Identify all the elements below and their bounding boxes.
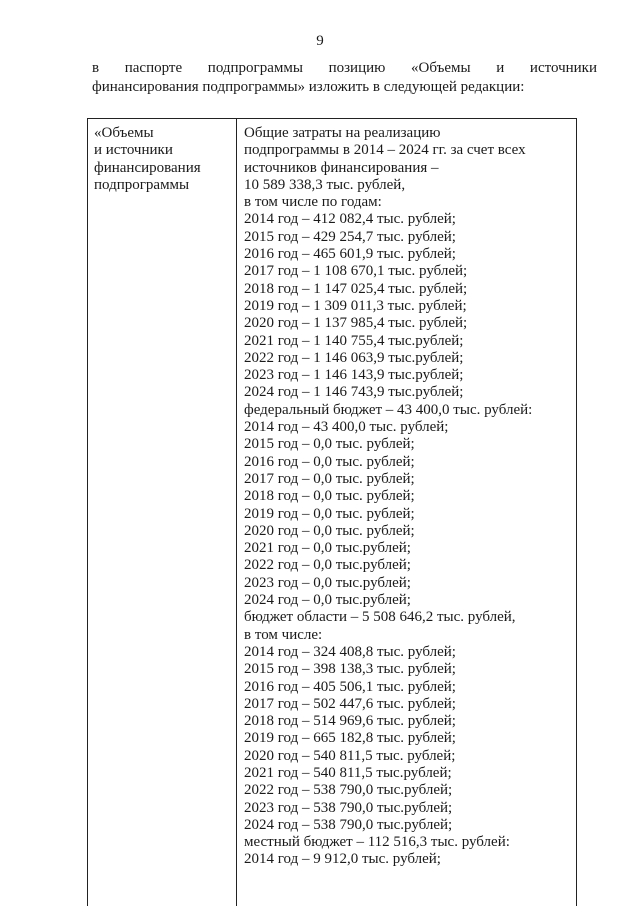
funding-label-line: подпрограммы — [94, 176, 190, 193]
funding-detail-line: 2022 год – 538 790,0 тыс.рублей; — [244, 782, 453, 799]
funding-detail-line: 2022 год – 0,0 тыс.рублей; — [244, 557, 411, 574]
funding-detail-line: 2016 год – 465 601,9 тыс. рублей; — [244, 246, 456, 263]
funding-detail-line: 2023 год – 0,0 тыс.рублей; — [244, 574, 411, 591]
funding-detail-line: 2021 год – 540 811,5 тыс.рублей; — [244, 764, 452, 781]
funding-detail-line: 2015 год – 0,0 тыс. рублей; — [244, 436, 415, 453]
page-number: 9 — [316, 33, 324, 49]
intro-line-1: в паспорте подпрограммы позицию «Объемы и источники — [92, 60, 597, 76]
funding-detail-line: 2023 год – 538 790,0 тыс.рублей; — [244, 799, 453, 816]
funding-detail-line: федеральный бюджет – 43 400,0 тыс. рублей: — [244, 401, 533, 418]
funding-detail-line: 2018 год – 514 969,6 тыс. рублей; — [244, 713, 456, 730]
funding-table — [87, 118, 577, 906]
funding-detail-line: 2021 год – 1 140 755,4 тыс.рублей; — [244, 332, 464, 349]
funding-detail-line: 2017 год – 1 108 670,1 тыс. рублей; — [244, 263, 468, 280]
funding-label-line: «Объемы — [94, 125, 154, 141]
funding-detail-line: 2014 год – 9 912,0 тыс. рублей; — [244, 851, 441, 868]
funding-detail-line: 2015 год – 398 138,3 тыс. рублей; — [244, 661, 456, 678]
funding-detail-line: 2014 год – 324 408,8 тыс. рублей; — [244, 643, 456, 660]
funding-detail-line: 2020 год – 0,0 тыс. рублей; — [244, 522, 415, 539]
funding-detail-line: 2020 год – 540 811,5 тыс. рублей; — [244, 747, 456, 764]
funding-detail-line: в том числе: — [244, 626, 323, 643]
funding-detail-line: подпрограммы в 2014 – 2024 гг. за счет всех — [244, 142, 526, 159]
funding-detail-line: 2017 год – 0,0 тыс. рублей; — [244, 470, 415, 487]
funding-detail-line: источников финансирования – — [244, 159, 439, 176]
funding-detail-line: Общие затраты на реализацию — [244, 125, 441, 141]
funding-detail-line: 2017 год – 502 447,6 тыс. рублей; — [244, 695, 456, 712]
funding-detail-line: 2023 год – 1 146 143,9 тыс.рублей; — [244, 367, 464, 384]
funding-detail-line: 2019 год – 665 182,8 тыс. рублей; — [244, 730, 456, 747]
funding-label-line: финансирования — [94, 159, 201, 176]
funding-detail-line: 2019 год – 0,0 тыс. рублей; — [244, 505, 415, 522]
funding-detail-line: местный бюджет – 112 516,3 тыс. рублей: — [244, 834, 510, 851]
funding-detail-line: 2022 год – 1 146 063,9 тыс.рублей; — [244, 349, 464, 366]
funding-detail-line: 2016 год – 405 506,1 тыс. рублей; — [244, 678, 456, 695]
funding-detail-line: 2024 год – 538 790,0 тыс.рублей; — [244, 816, 453, 833]
funding-detail-line: 2018 год – 0,0 тыс. рублей; — [244, 488, 415, 505]
funding-detail-line: 2024 год – 1 146 743,9 тыс.рублей; — [244, 384, 464, 401]
funding-detail-line: 2021 год – 0,0 тыс.рублей; — [244, 540, 411, 557]
funding-detail-line: 10 589 338,3 тыс. рублей, — [244, 176, 406, 193]
funding-detail-line: 2014 год – 43 400,0 тыс. рублей; — [244, 419, 449, 436]
funding-detail-line: 2024 год – 0,0 тыс.рублей; — [244, 592, 411, 609]
funding-detail-line: 2014 год – 412 082,4 тыс. рублей; — [244, 211, 456, 228]
column-divider — [236, 119, 237, 906]
funding-label-line: и источники — [94, 142, 173, 159]
funding-detail-line: 2019 год – 1 309 011,3 тыс. рублей; — [244, 297, 467, 314]
funding-detail-line: 2020 год – 1 137 985,4 тыс. рублей; — [244, 315, 468, 332]
funding-details-cell — [244, 125, 569, 869]
intro-line-2: финансирования подпрограммы» изложить в следующей редакции: — [92, 79, 525, 95]
funding-detail-line: 2016 год – 0,0 тыс. рублей; — [244, 453, 415, 470]
funding-detail-line: 2015 год – 429 254,7 тыс. рублей; — [244, 228, 456, 245]
funding-detail-line: в том числе по годам: — [244, 194, 382, 211]
funding-label-cell — [94, 125, 232, 194]
funding-detail-line: 2018 год – 1 147 025,4 тыс. рублей; — [244, 280, 468, 297]
funding-detail-line: бюджет области – 5 508 646,2 тыс. рублей, — [244, 609, 516, 626]
